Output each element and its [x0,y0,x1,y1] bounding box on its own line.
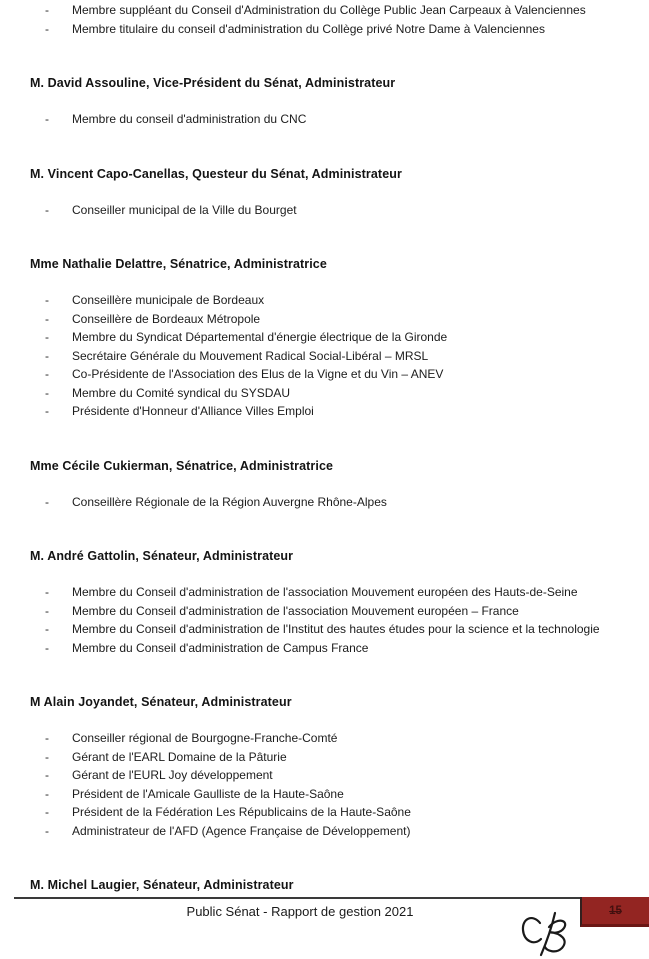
administrator-section [30,257,643,421]
section-header: M Alain Joyandet, Sénateur, Administrateur [30,695,292,709]
mandate-item [30,328,643,347]
mandate-item [30,365,643,384]
mandate-item [30,20,643,39]
mandate-text: Membre titulaire du conseil d'administration du Collège privé Notre Dame à Valenciennes [72,21,545,36]
dash-marker: - [45,786,49,801]
mandate-text: Conseiller régional de Bourgogne-Franche-Comté [72,731,338,745]
administrator-section [30,459,643,512]
dash-marker: - [45,3,49,17]
mandate-item [30,822,643,841]
mandate-list [30,291,643,421]
mandate-text: Conseillère municipale de Bordeaux [72,293,265,307]
dash-marker: - [45,494,49,509]
section-header: M. Michel Laugier, Sénateur, Administrateur [30,878,294,892]
mandate-item [30,110,643,129]
footer-divider [14,897,582,899]
dash-marker: - [45,330,49,344]
section-header: Mme Nathalie Delattre, Sénatrice, Administratrice [30,257,327,271]
administrator-section [30,1,643,38]
mandate-item [30,803,643,822]
dash-marker: - [45,805,49,819]
section-header: Mme Cécile Cukierman, Sénatrice, Administratrice [30,458,334,473]
mandate-text: Co-Présidente de l'Association des Elus de la Vigne et du Vin – ANEV [72,367,444,381]
mandate-text: Conseiller municipal de la Ville du Bourget [72,202,297,217]
mandate-item [30,620,643,639]
dash-marker: - [45,404,49,418]
dash-marker: - [45,367,49,381]
dash-marker: - [45,823,49,838]
mandate-item [30,602,643,621]
mandate-item [30,384,643,403]
mandate-item [30,493,643,512]
mandate-item [30,347,643,366]
section-header: M. André Gattolin, Sénateur, Administrateur [30,549,294,563]
mandate-item [30,748,643,767]
mandate-text: Président de la Fédération Les Républicains de la Haute-Saône [72,805,411,819]
mandate-text: Président de l'Amicale Gaulliste de la Haute-Saône [72,786,344,801]
mandate-text: Conseillère de Bordeaux Métropole [72,311,261,326]
mandate-list [30,729,643,840]
mandate-text: Secrétaire Générale du Mouvement Radical Social-Libéral – MRSL [72,348,429,363]
mandate-text: Gérant de l'EARL Domaine de la Pâturie [72,749,287,764]
administrator-section [30,549,643,657]
administrator-section [30,878,643,893]
dash-marker: - [45,202,49,217]
dash-marker: - [45,112,49,126]
mandate-text: Membre du Syndicat Départemental d'énergie électrique de la Gironde [72,330,448,344]
mandate-text: Membre suppléant du Conseil d'Administration du Collège Public Jean Carpeaux à Valenciennes [72,3,586,17]
mandate-text: Conseillère Régionale de la Région Auvergne Rhône-Alpes [72,494,387,509]
dash-marker: - [45,749,49,764]
dash-marker: - [45,731,49,745]
administrator-section [30,167,643,220]
mandate-item [30,766,643,785]
dash-marker: - [45,21,49,36]
dash-marker: - [45,768,49,782]
mandate-text: Membre du Comité syndical du SYSDAU [72,385,291,400]
mandate-text: Membre du Conseil d'administration de Campus France [72,640,369,655]
mandate-text: Gérant de l'EURL Joy développement [72,768,273,782]
page-number-badge [580,897,649,927]
mandate-item [30,785,643,804]
mandate-text: Membre du conseil d'administration du CNC [72,112,307,126]
mandate-text: Membre du Conseil d'administration de l'association Mouvement européen – France [72,603,519,618]
mandate-text: Membre du Conseil d'administration de l'association Mouvement européen des Hauts-de-Seine [72,585,578,599]
mandate-item [30,402,643,421]
mandate-item [30,639,643,658]
section-header: M. Vincent Capo-Canellas, Questeur du Sénat, Administrateur [30,166,402,181]
section-header: M. David Assouline, Vice-Président du Sénat, Administrateur [30,76,396,90]
page-number: 15 [609,904,622,917]
footer-title: Public Sénat - Rapport de gestion 2021 [186,904,414,919]
mandate-list [30,201,643,220]
dash-marker: - [45,585,49,599]
mandate-item [30,310,643,329]
mandate-text: Présidente d'Honneur d'Alliance Villes Emploi [72,404,314,418]
mandate-list [30,493,643,512]
dash-marker: - [45,603,49,618]
mandate-item [30,729,643,748]
mandate-item [30,201,643,220]
mandate-item [30,1,643,20]
mandate-text: Membre du Conseil d'administration de l'Institut des hautes études pour la science et la technologie [72,622,600,636]
administrator-section [30,695,643,840]
mandate-text: Administrateur de l'AFD (Agence Française de Développement) [72,823,411,838]
handwritten-initials-icon [518,910,580,959]
mandate-item [30,583,643,602]
dash-marker: - [45,293,49,307]
dash-marker: - [45,640,49,655]
dash-marker: - [45,385,49,400]
mandate-list [30,1,643,38]
mandate-list [30,110,643,129]
dash-marker: - [45,348,49,363]
mandate-item [30,291,643,310]
dash-marker: - [45,311,49,326]
administrator-section [30,76,643,129]
mandate-list [30,583,643,657]
dash-marker: - [45,622,49,636]
